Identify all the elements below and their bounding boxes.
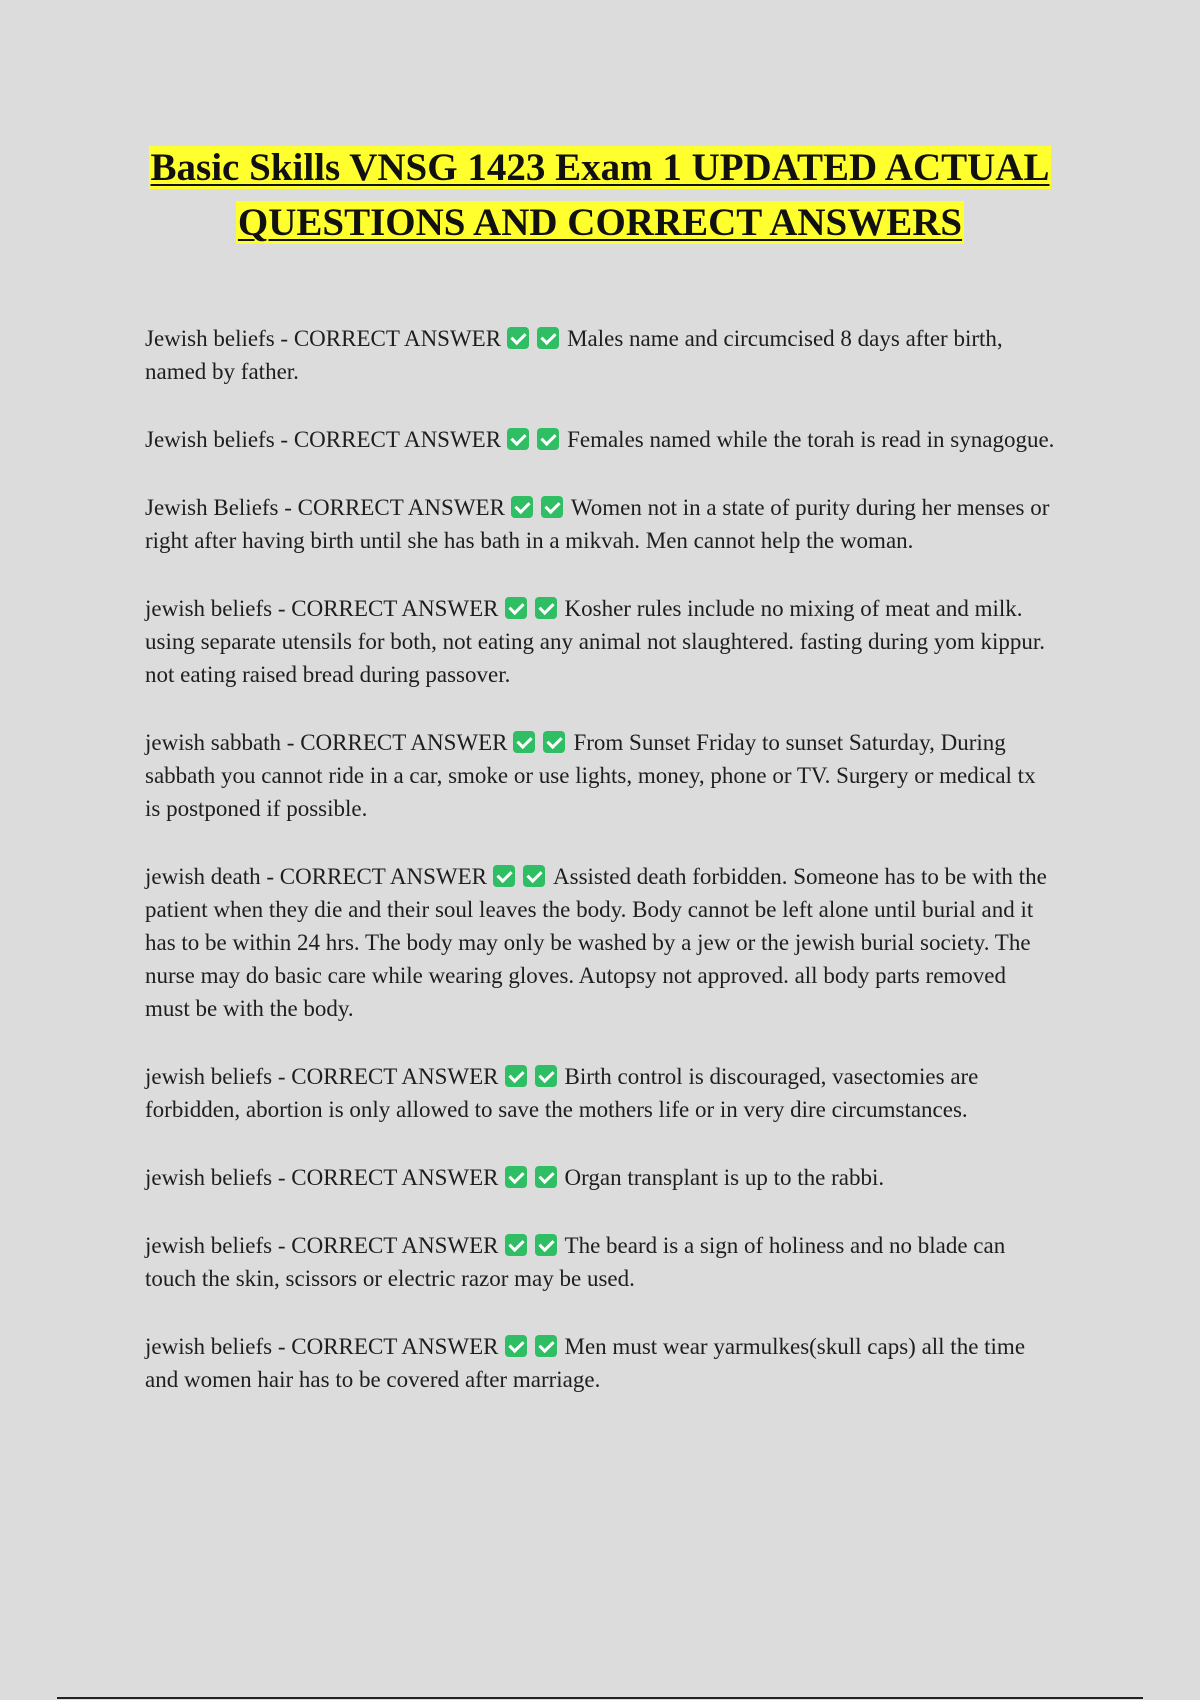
check-icon <box>511 496 533 518</box>
check-icons <box>493 860 553 893</box>
check-icons <box>505 1161 565 1194</box>
qa-item <box>145 322 1055 388</box>
document-title-text: Basic Skills VNSG 1423 Exam 1 UPDATED ACTUAL QUESTIONS AND CORRECT ANSWERS <box>150 146 1050 244</box>
qa-prompt: jewish beliefs - CORRECT ANSWER <box>145 1064 499 1089</box>
qa-item <box>145 1161 1055 1194</box>
qa-answer: From Sunset Friday to sunset Saturday, During sabbath you cannot ride in a car, smoke or use lights, money, phone or TV. Surgery or medical tx is postponed if possible. <box>145 730 1036 821</box>
check-icon <box>513 731 535 753</box>
qa-item <box>145 726 1055 825</box>
check-icons <box>505 1229 565 1262</box>
check-icons <box>505 1330 565 1363</box>
qa-item <box>145 1229 1055 1295</box>
qa-item <box>145 491 1055 557</box>
check-icon <box>507 428 529 450</box>
check-icon <box>537 327 559 349</box>
qa-item <box>145 423 1055 456</box>
qa-item <box>145 1330 1055 1396</box>
qa-answer: Kosher rules include no mixing of meat and milk. using separate utensils for both, not eating any animal not slaughtered. fasting during yom kippur. not eating raised bread during passover. <box>145 596 1046 687</box>
qa-prompt: jewish beliefs - CORRECT ANSWER <box>145 1165 499 1190</box>
qa-prompt: jewish death - CORRECT ANSWER <box>145 864 488 889</box>
qa-answer: Women not in a state of purity during her menses or right after having birth until she has bath in a mikvah. Men cannot help the woman. <box>145 495 1050 553</box>
qa-prompt: jewish beliefs - CORRECT ANSWER <box>145 596 499 621</box>
qa-answer: The beard is a sign of holiness and no blade can touch the skin, scissors or electric razor may be used. <box>145 1233 1006 1291</box>
check-icons <box>505 1060 565 1093</box>
qa-prompt: jewish beliefs - CORRECT ANSWER <box>145 1334 499 1359</box>
check-icons <box>505 592 565 625</box>
check-icon <box>523 865 545 887</box>
check-icon <box>505 1166 527 1188</box>
document-title <box>140 140 1060 250</box>
check-icons <box>513 726 573 759</box>
qa-answer: Males name and circumcised 8 days after birth, named by father. <box>145 326 1003 384</box>
qa-item <box>145 1060 1055 1126</box>
qa-answer: Organ transplant is up to the rabbi. <box>564 1165 885 1190</box>
check-icon <box>541 496 563 518</box>
check-icon <box>507 327 529 349</box>
check-icon <box>535 1234 557 1256</box>
check-icon <box>535 1065 557 1087</box>
qa-item <box>145 592 1055 691</box>
check-icon <box>535 1166 557 1188</box>
check-icons <box>511 491 571 524</box>
qa-item <box>145 860 1055 1025</box>
qa-answer: Men must wear yarmulkes(skull caps) all the time and women hair has to be covered after marriage. <box>145 1334 1026 1392</box>
qa-answer: Females named while the torah is read in synagogue. <box>567 427 1055 452</box>
check-icon <box>505 1335 527 1357</box>
qa-prompt: Jewish beliefs - CORRECT ANSWER <box>145 427 502 452</box>
qa-prompt: Jewish Beliefs - CORRECT ANSWER <box>145 495 505 520</box>
check-icon <box>537 428 559 450</box>
qa-prompt: jewish sabbath - CORRECT ANSWER <box>145 730 508 755</box>
qa-answer: Assisted death forbidden. Someone has to be with the patient when they die and their soul leaves the body. Body cannot be left alone until burial and it has to be within 24 hrs. The body may only be washed by a jew or the jewish burial society. The nurse may do basic care while wearing gloves. Autopsy not approved. all body parts removed must be with the body. <box>145 864 1047 1021</box>
check-icon <box>505 1234 527 1256</box>
check-icon <box>535 1335 557 1357</box>
check-icons <box>507 322 567 355</box>
qa-prompt: Jewish beliefs - CORRECT ANSWER <box>145 326 502 351</box>
check-icon <box>505 597 527 619</box>
check-icon <box>535 597 557 619</box>
qa-prompt: jewish beliefs - CORRECT ANSWER <box>145 1233 499 1258</box>
qa-answer: Birth control is discouraged, vasectomies are forbidden, abortion is only allowed to save the mothers life or in very dire circumstances. <box>145 1064 979 1122</box>
page-bottom-rule <box>57 1697 1143 1699</box>
qa-list <box>145 322 1055 1431</box>
check-icon <box>543 731 565 753</box>
check-icon <box>505 1065 527 1087</box>
check-icons <box>507 423 567 456</box>
check-icon <box>493 865 515 887</box>
